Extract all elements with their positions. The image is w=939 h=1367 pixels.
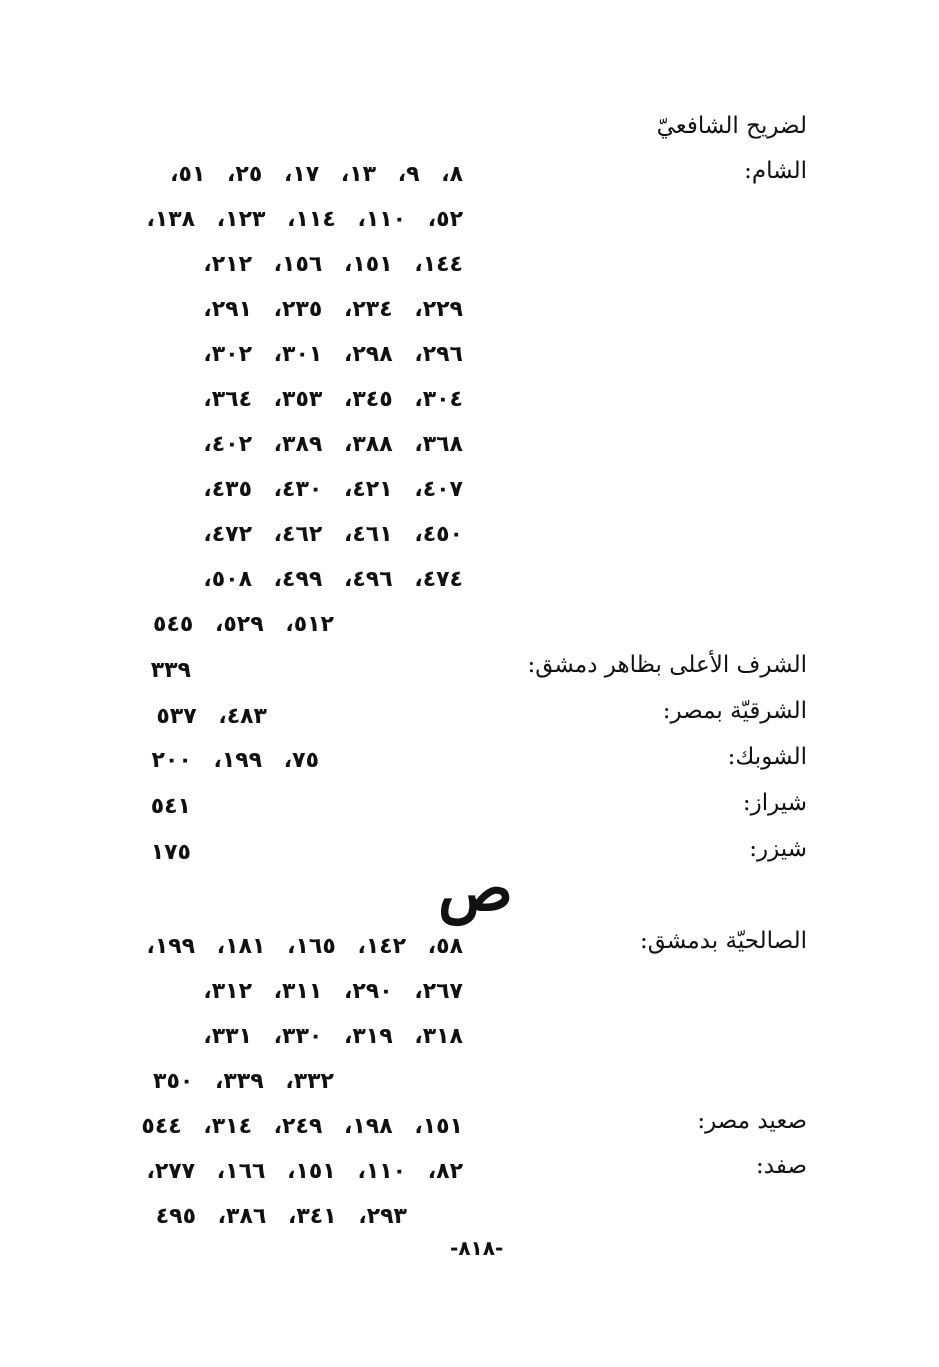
page-refs-line: ٤٨٣، ٥٣٧ [156, 704, 267, 729]
index-term-salihiyya: الصالحيّة بدمشق: [639, 928, 807, 954]
page-refs-line: ١٧٥ [150, 840, 191, 865]
index-term-shayzar: شيزر: [749, 836, 807, 862]
page-refs-line: ٤٧٤، ٤٩٦، ٤٩٩، ٥٠٨، [203, 567, 463, 592]
page-refs-line: ٥٤١ [150, 794, 191, 819]
index-term-shiraz: شيراز: [742, 790, 807, 816]
index-term-sharqiyya: الشرقيّة بمصر: [662, 698, 807, 724]
page-refs-line: ٨، ٩، ١٣، ١٧، ٢٥، ٥١، [170, 162, 463, 187]
page-refs-line: ١٥١، ١٩٨، ٢٤٩، ٣١٤، ٥٤٤ [141, 1114, 463, 1139]
page-refs-line: ٣٣٩ [150, 658, 191, 683]
page-refs-line: ٥٢، ١١٠، ١١٤، ١٢٣، ١٣٨، [146, 207, 463, 232]
page-refs-line: ٣٦٨، ٣٨٨، ٣٨٩، ٤٠٢، [203, 432, 463, 457]
index-term-sharaf: الشرف الأعلى بظاهر دمشق: [527, 652, 807, 678]
index-term-shawbak: الشوبك: [727, 744, 807, 770]
section-letter-heading: ص [438, 852, 513, 925]
page-refs-line: ٧٥، ١٩٩، ٢٠٠ [151, 748, 319, 773]
page-refs-line: ٣٣٢، ٣٣٩، ٣٥٠ [153, 1069, 334, 1094]
page-refs-line: ٤٥٠، ٤٦١، ٤٦٢، ٤٧٢، [203, 522, 463, 547]
continuation-heading: لضريح الشافعيّ [656, 113, 807, 139]
page-refs-line: ٢٩٦، ٢٩٨، ٣٠١، ٣٠٢، [203, 342, 463, 367]
page-refs-line: ٣١٨، ٣١٩، ٣٣٠، ٣٣١، [203, 1024, 463, 1049]
page-refs-line: ٨٢، ١١٠، ١٥١، ١٦٦، ٢٧٧، [146, 1159, 463, 1184]
page-refs-line: ٥١٢، ٥٢٩، ٥٤٥ [153, 612, 334, 637]
page-refs-line: ٢٢٩، ٢٣٤، ٢٣٥، ٢٩١، [203, 297, 463, 322]
index-term-sham: الشام: [744, 158, 807, 184]
page-number: -٨١٨- [450, 1236, 504, 1260]
page-refs-line: ٢٩٣، ٣٤١، ٣٨٦، ٤٩٥ [155, 1204, 407, 1229]
page-refs-line: ٣٠٤، ٣٤٥، ٣٥٣، ٣٦٤، [203, 387, 463, 412]
index-term-said-misr: صعيد مصر: [697, 1108, 807, 1134]
page-refs-line: ٢٦٧، ٢٩٠، ٣١١، ٣١٢، [203, 979, 463, 1004]
page-refs-line: ١٤٤، ١٥١، ١٥٦، ٢١٢، [203, 252, 463, 277]
page-refs-line: ٥٨، ١٤٢، ١٦٥، ١٨١، ١٩٩، [146, 934, 463, 959]
page-refs-line: ٤٠٧، ٤٢١، ٤٣٠، ٤٣٥، [203, 477, 463, 502]
index-term-safad: صفد: [756, 1153, 807, 1179]
